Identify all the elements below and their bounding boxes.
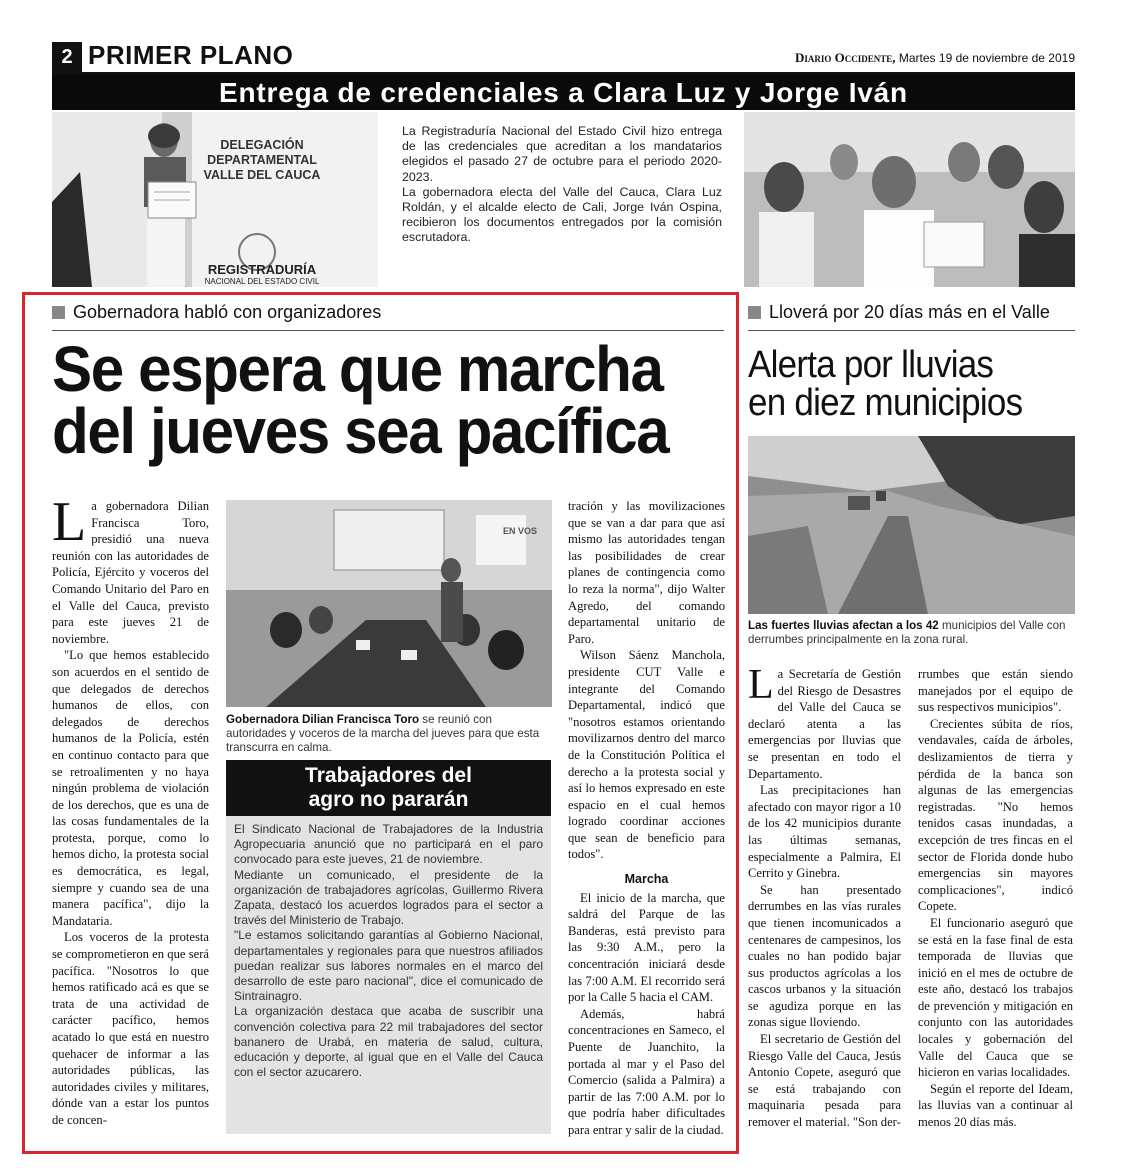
paragraph: a Secretaría de Gestión del Riesgo de Desastres del Valle del Cauca se declaró atenta a las emergencias por lluvias que se presentan en todo el Departamento.	[748, 667, 901, 781]
paragraph: Los voceros de la protesta se comprometieron en que será pacífica. "Nosotros lo que hemos ratificado acá es que se trata de una actividad de carácter pacífico, hemos acatado lo que está en nuestro quehacer de informar a las autoridades públicas, las autoridades civiles y militares, dónde van a estar los puntos de concen-	[52, 930, 209, 1127]
paragraph: Se han presentado derrumbes en las vías rurales que tienen incomunicados a centenares de campesinos, los cuales no han podido bajar sus productos agrícolas a los cascos urbanos y la situación se agudiza porque en las zonas sigue lloviendo.	[748, 882, 901, 1030]
paragraph: Wilson Sáenz Manchola, presidente CUT Valle e integrante del Comando Departamental, indicó que "nosotros estamos orientando movilizarnos dentro del marco de la Constitución Política el derecho a la protesta social y así lo hemos expresado en este espacio en el cual hemos logrado coordinar acciones que sean de beneficio para todos".	[568, 648, 725, 862]
page-number: 2	[52, 42, 82, 72]
paragraph: "Lo que hemos establecido son acuerdos en el sentido de que delegados de derechos humanos de ellos, con delegados de derechos humanos de la Policía, estén en continuo contacto para que se retroalimenten y no haya ningún problema de violación de los derechos, que es una de las cosas fundamentales de la protesta, porque, como lo hemos dicho, la protesta social es democrática, es legal, siempre y cuando sea de una manera pacífica", dijo la Mandataria.	[52, 648, 209, 928]
meeting-photo	[226, 500, 552, 707]
paragraph: tración y las movilizaciones que se van a dar para que así mismo las autoridades tengan las posibilidades de crear planes de contingencia como lo reza la norma", dijo Walter Agredo, del comando departamental unitario de Paro.	[568, 499, 725, 646]
box-title-line: Trabajadores del	[305, 764, 472, 787]
paragraph: Mediante un comunicado, el presidente de la organización de trabajadores agrícolas, Guillermo Rivera Zapata, destacó los acuerdos logrados para el sector a través del Ministerio de Trabajo.	[234, 867, 543, 928]
sign-line: NACIONAL DEL ESTADO CIVIL	[204, 277, 320, 286]
paragraph: Crecientes súbita de ríos, vendavales, caída de árboles, deslizamientos de tierra y pérdida de la banca son algunas de las emergencias registradas. "No hemos tenidos casas inundadas, a excepción de tres fincas en el sector de Florida donde hubo emergencias sin mayores complicaciones", indicó Copete.	[918, 716, 1073, 914]
square-bullet-icon	[748, 306, 761, 319]
paragraph: El inicio de la marcha, que saldrá del Parque de las Banderas, está previsto para las 9:30 A.M., pero la concentración iniciará desde las 7:00 A.M. El recorrido será por la Calle 5 hacia el CAM.	[568, 890, 725, 1005]
paragraph: Las precipitaciones han afectado con mayor rigor a 10 de los 42 municipios durante las últimas semanas, especialmente a Palmira, El Cerrito y Ginebra.	[748, 783, 901, 881]
sign-line: DELEGACIÓN	[220, 138, 304, 152]
main-headline	[52, 333, 691, 467]
side-column-1	[748, 662, 901, 1131]
masthead	[700, 50, 1075, 66]
paragraph: Según el reporte del Ideam, las lluvias van a continuar al menos 20 días más.	[918, 1081, 1073, 1130]
caption-text: se reunió con autoridades y voceros de la marcha del jueves para que esta transcurra en calma.	[226, 713, 540, 754]
sidebar-box-body	[226, 816, 551, 1134]
kicker-rule	[748, 330, 1075, 331]
main-column-1	[52, 491, 209, 1129]
clara-luz-photo	[52, 112, 378, 287]
sign-line: VALLE DEL CAUCA	[203, 168, 321, 182]
paragraph: El Sindicato Nacional de Trabajadores de la Industria Agropecuaria anunció que no participará en el paro convocado para este jueves, 21 de noviembre.	[234, 822, 543, 867]
main-kicker	[52, 302, 724, 323]
sidebar-box-title	[226, 760, 551, 816]
caption-bold: Gobernadora Dilian Francisca Toro	[226, 713, 420, 726]
sign-line: DEPARTAMENTAL	[207, 153, 317, 167]
kicker-text: Lloverá por 20 días más en el Valle	[769, 302, 1050, 322]
drop-cap: L	[748, 662, 774, 708]
paragraph: rrumbes que están siendo manejados por el equipo de sus respectivos municipios".	[918, 667, 1073, 715]
headline-line: Se espera que marcha	[52, 333, 663, 405]
section-title: PRIMER PLANO	[88, 40, 294, 70]
headline-line: Alerta por lluvias	[748, 344, 994, 386]
meeting-photo-caption	[226, 713, 552, 755]
landslide-photo-caption	[748, 619, 1075, 647]
top-story-text	[402, 124, 722, 246]
kicker-text: Gobernadora habló con organizadores	[73, 302, 382, 322]
caption-bold: Las fuertes lluvias afectan a los 42	[748, 619, 939, 632]
paragraph: La Registraduría Nacional del Estado Civil hizo entrega de las credenciales que acreditan a los mandatarios elegidos el pasado 27 de octubre para el periodo 2020-2023.	[402, 124, 722, 184]
kicker-rule	[52, 330, 724, 331]
caption-text: municipios del Valle con derrumbes principalmente en la zona rural.	[748, 619, 1066, 646]
sign-line: REGISTRADURÍA	[207, 262, 317, 277]
side-column-2	[918, 666, 1073, 1131]
paragraph: La organización destaca que acaba de suscribir una convención colectiva para 22 mil trabajadores del sector bananero de Urabá, en materia de salud, cultura, educación y deporte, al igual que en el Valle del Cauca con el sector azucarero.	[234, 1004, 543, 1080]
subhead: Marcha	[624, 872, 669, 887]
credentials-group-photo	[744, 112, 1075, 287]
issue-date: Martes 19 de noviembre de 2019	[895, 51, 1075, 65]
paragraph: "Le estamos solicitando garantías al Gobierno Nacional, departamentales y regionales para que nuestros afiliados puedan realizar sus labores normales en el marco del desarrollo de este paro nacional", dice el comunicado de Sintrainagro.	[234, 928, 543, 1004]
headline-line: del jueves sea pacífica	[52, 395, 669, 467]
paragraph: El secretario de Gestión del Riesgo Valle del Cauca, Jesús Antonio Copete, aseguró que se está trabajando con maquinaria pesada para remover el material. "Son der-	[748, 1032, 901, 1130]
drop-cap: L	[52, 491, 87, 553]
box-title-line: agro no pararán	[308, 788, 469, 811]
paper-name: Diario Occidente,	[795, 50, 896, 65]
side-kicker	[748, 302, 1075, 323]
landslide-photo	[748, 436, 1075, 614]
side-headline	[748, 346, 1052, 422]
square-bullet-icon	[52, 306, 65, 319]
headline-line: en diez municipios	[748, 382, 1023, 424]
paragraph: La gobernadora electa del Valle del Cauca, Clara Luz Roldán, y el alcalde electo de Cali, Jorge Iván Ospina, recibieron los documentos entregados por la comisión escrutadora.	[402, 184, 722, 245]
paragraph: El funcionario aseguró que se está en la fase final de esta temporada de lluvias que inició en el mes de octubre de este año, destacó los trabajos de prevención y mitigación en conjunto con las autoridades locales y gobernación del Valle del Cauca que se hicieron en varias localidades.	[918, 915, 1073, 1080]
main-column-3	[568, 498, 725, 1139]
banner-sign-text: EN VOS	[503, 526, 538, 536]
top-banner-headline: Entrega de credenciales a Clara Luz y Jorge Iván	[52, 75, 1075, 110]
paragraph: Además, habrá concentraciones en Sameco, el Puente de Juanchito, la portada al mar y el Paso del Comercio (salida a Palmira) a partir de las 7:00 A.M. por lo que podría haber dificultades para entrar y salir de la ciudad.	[568, 1006, 725, 1137]
paragraph: a gobernadora Dilian Francisca Toro, presidió una nueva reunión con las autoridades de Policía, Ejército y voceros del Comando Unitario del Paro en el Valle del Cauca, previsto para este jueves 21 de noviembre.	[52, 499, 209, 646]
